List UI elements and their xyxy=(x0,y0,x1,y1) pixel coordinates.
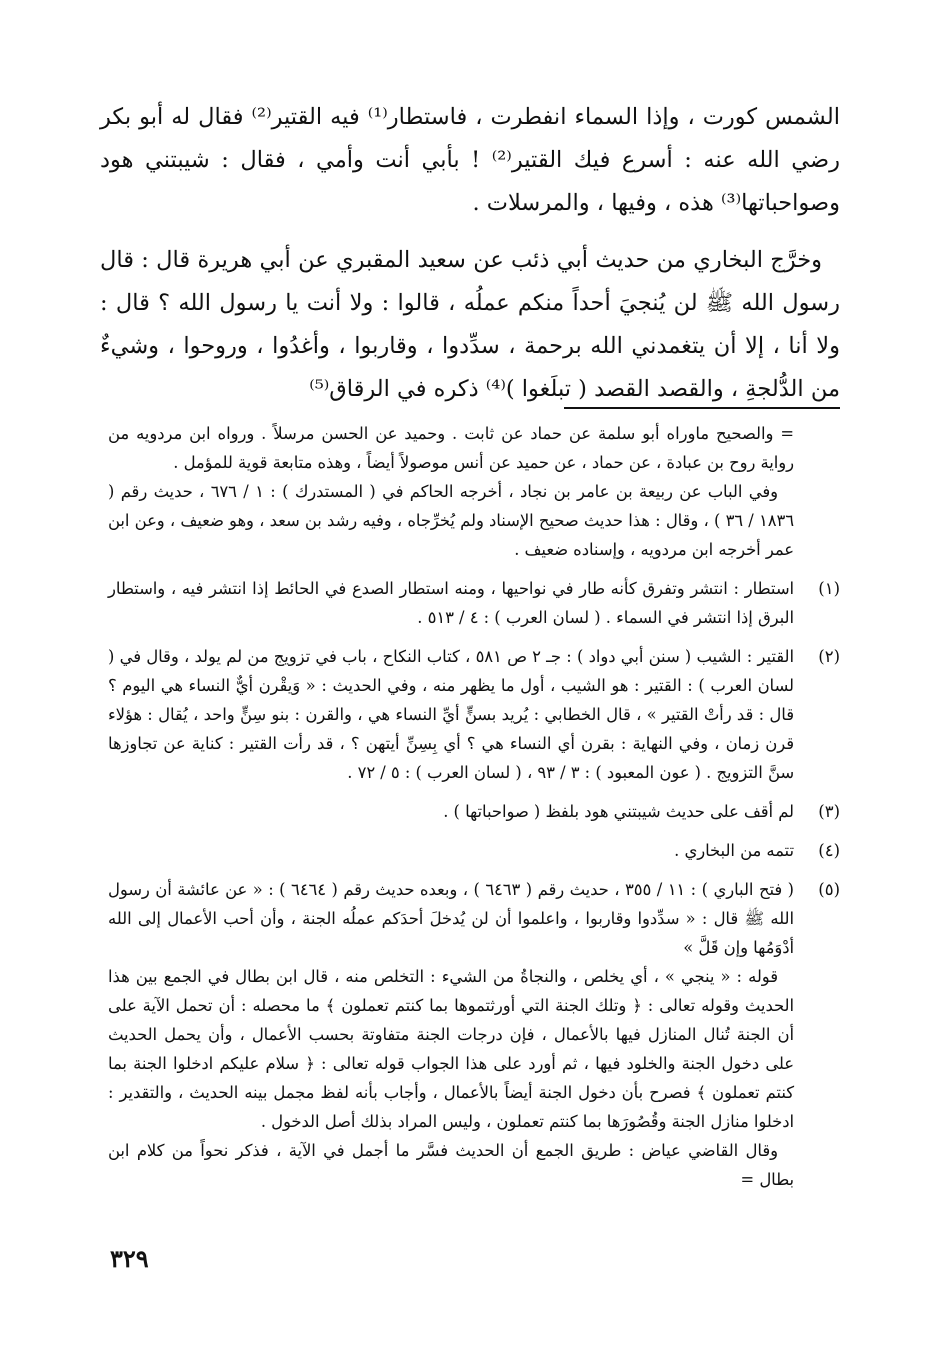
main-text xyxy=(100,96,840,411)
footnote-3 xyxy=(108,797,840,826)
footnote-number: (١) xyxy=(818,579,840,598)
footnote-number: (٣) xyxy=(818,802,840,821)
footnote-paragraph: استطار : انتشر وتفرق كأنه طار في نواحيها ، ومنه استطار الصدع في الحائط إذا انتشر فيه ، واستطار البرق إذا انتشر في السماء . ( لسان العرب ) : ٤ / ٥١٣ . xyxy=(108,579,794,627)
footnote-paragraph: = والصحيح ماوراه أبو سلمة عن حماد عن ثابت . وحميد عن الحسن مرسلاً . ورواه ابن مردويه من رواية روح بن عبادة ، عن حماد ، عن حميد عن أنس موصولاً أيضاً ، وهذه متابعة قوية للمؤمل . xyxy=(108,424,794,472)
footnote-continuation xyxy=(108,419,840,564)
footnote-5 xyxy=(108,875,840,1194)
footnote-paragraph: لم أقف على حديث شيبتني هود بلفظ ( صواحباتها ) . xyxy=(443,802,794,821)
footnote-number: (٤) xyxy=(818,841,840,860)
main-paragraph-2: وخرَّج البخاري من حديث أبي ذئب عن سعيد المقبري عن أبي هريرة قال : قال رسول الله ﷺ لن يُنجيَ أحداً منكم عملُه ، قالوا : ولا أنت يا رسول الله ؟ قال : ولا أنا ، إلا أن يتغمدني الله برحمة ، سدِّدوا ، وقاربوا ، وأغدُوا ، وروحوا ، وشيءٌ من الدُّلجةِ ، والقصد القصد ( تبلَغوا )⁽⁴⁾ ذكره في الرقاق⁽⁵⁾ xyxy=(100,247,840,402)
footnote-number: (٥) xyxy=(818,880,840,899)
footnotes xyxy=(108,419,840,1204)
main-paragraph-1: الشمس كورت ، وإذا السماء انفطرت ، فاستطار⁽¹⁾ فيه القتير⁽²⁾ فقال له أبو بكر رضي الله عنه : أسرع فيك القتير⁽²⁾ ! بأبي أنت وأمي ، فقال : شيبتني هود وصواحباتها⁽³⁾ هذه ، وفيها ، والمرسلات . xyxy=(100,104,841,216)
footnote-1 xyxy=(108,574,840,632)
footnote-2 xyxy=(108,642,840,787)
footnote-paragraph: تتمه من البخاري . xyxy=(674,841,794,860)
footnote-4 xyxy=(108,836,840,865)
footnote-paragraph: وقال القاضي عياض : طريق الجمع أن الحديث فسَّر ما أجمل في الآية ، فذكر نحواً من كلام ابن بطال = xyxy=(108,1141,794,1189)
footnote-paragraph: ( فتح الباري ) : ١١ / ٣٥٥ ، حديث رقم ( ٦٤٦٣ ) ، وبعده حديث رقم ( ٦٤٦٤ ) : « عن عائشة أن رسول الله ﷺ قال : « سدِّدوا وقاربوا ، واعلموا أن لن يُدخلَ أحدَكم عملُه الجنة ، وأن أحب الأعمال إلى الله أدْوَمُها وإن قَلَّ » xyxy=(108,880,794,957)
footnote-paragraph: قوله : « ينجي » ، أي يخلص ، والنجاةُ من الشيء : التخلص منه ، قال ابن بطال في الجمع بين هذا الحديث وقوله تعالى : ﴿ وتلك الجنة التي أورثتموها بما كنتم تعملون ﴾ ما محصله : أن تحمل الآية على أن الجنة تُنال المنازل فيها بالأعمال ، فإن درجات الجنة متفاوتة بحسب الأعمال ، وأن يحمل الحديث على دخول الجنة والخلود فيها ، ثم أورد على هذا الجواب قوله تعالى : ﴿ سلام عليكم ادخلوا الجنة بما كنتم تعملون ﴾ فصرح بأن دخول الجنة أيضاً بالأعمال ، وأجاب بأنه لفظ مجمل بينه الحديث ، والتقدير : ادخلوا منازل الجنة وقُصُورَها بما كنتم تعملون ، وليس المراد بذلك أصل الدخول . xyxy=(108,967,794,1131)
footnote-separator xyxy=(564,407,840,409)
footnote-number: (٢) xyxy=(818,647,840,666)
page-number: ٣٢٩ xyxy=(110,1244,149,1273)
footnote-paragraph: وفي الباب عن ربيعة بن عامر بن نجاد ، أخرجه الحاكم في ( المستدرك ) : ١ / ٦٧٦ ، حديث رقم ( ١٨٣٦ / ٣٦ ) ، وقال : هذا حديث صحيح الإسناد ولم يُخرِّجاه ، وفيه رشد بن سعد ، وهو ضعيف ، وعن ابن عمر أخرجه ابن مردويه ، وإسناده ضعيف . xyxy=(108,482,794,559)
footnote-paragraph: القتير : الشيب ( سنن أبي دواد ) : جـ ٢ ص ٥٨١ ، كتاب النكاح ، باب في تزويج من لم يولد ، وقال في ( لسان العرب ) : القتير : هو الشيب ، أول ما يظهر منه ، وفي الحديث : « وَيقْرن أيٌّ النساء هي اليوم ؟ قال : قد رأتْ القتير » ، قال الخطابي : يُريد بسنٍّ أيِّ النساء هي ، والقرن : بنو سِنٍّ واحد ، يُقال : هؤلاء قرن زمان ، وفي النهاية : بقرن أي النساء هي ؟ أي بِسِنِّ أيتهن ؟ ، قد رأت القتير : كناية عن تجاوزها سنَّ التزويج . ( عون المعبود ) : ٣ / ٩٣ ، ( لسان العرب ) : ٥ / ٧٢ . xyxy=(108,647,794,782)
